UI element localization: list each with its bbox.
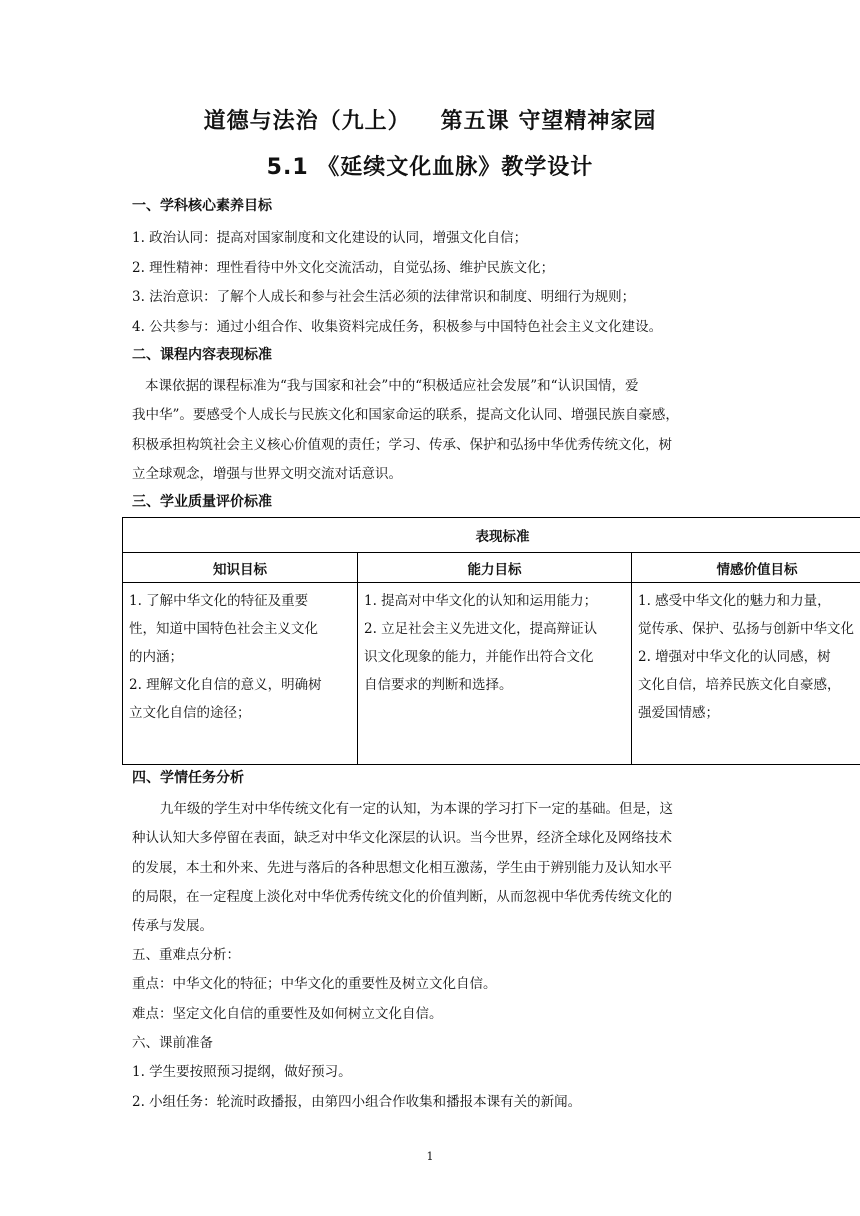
section1-item: 3. 法治意识：了解个人成长和参与社会生活必须的法律常识和制度、明细行为规则； xyxy=(132,289,636,305)
section6-item: 2. 小组任务：轮流时政播报，由第四小组合作收集和播报本课有关的新闻。 xyxy=(132,1094,582,1110)
section4-line: 九年级的学生对中华传统文化有一定的认知，为本课的学习打下一定的基础。但是，这 xyxy=(160,801,673,817)
cell-line: 1. 了解中华文化的特征及重要 xyxy=(129,593,309,609)
table-cell-emotion xyxy=(632,583,860,765)
column-header-knowledge: 知识目标 xyxy=(123,553,358,583)
section1-item: 1. 政治认同：提高对国家制度和文化建设的认同，增强文化自信； xyxy=(132,230,528,246)
cell-line: 2. 理解文化自信的意义，明确树 xyxy=(129,677,322,693)
key-point: 重点：中华文化的特征；中华文化的重要性及树立文化自信。 xyxy=(132,976,497,992)
section2-line: 我中华”。要感受个人成长与民族文化和国家命运的联系，提高文化认同、增强民族自豪感， xyxy=(132,407,679,423)
table-cell-knowledge xyxy=(123,583,358,765)
cell-line: 2. 增强对中华文化的认同感，树 xyxy=(638,649,831,665)
column-header-ability: 能力目标 xyxy=(358,553,632,583)
table-caption: 表现标准 xyxy=(123,518,860,553)
course-title: 道德与法治（九上） xyxy=(203,109,411,134)
section1-heading: 一、学科核心素养目标 xyxy=(132,198,272,214)
section5-heading: 五、重难点分析： xyxy=(132,947,240,963)
section1-item: 2. 理性精神：理性看待中外文化交流活动，自觉弘扬、维护民族文化； xyxy=(132,260,555,276)
section3-heading: 三、学业质量评价标准 xyxy=(132,494,272,510)
section4-line: 的局限，在一定程度上淡化对中华优秀传统文化的价值判断，从而忽视中华优秀传统文化的 xyxy=(132,889,672,905)
lesson-title: 第五课 守望精神家园 xyxy=(440,109,657,134)
section4-line: 种认认知大多停留在表面，缺乏对中华文化深层的认识。当今世界，经济全球化及网络技术 xyxy=(132,830,672,846)
section2-heading: 二、课程内容表现标准 xyxy=(132,347,272,363)
section4-line: 传承与发展。 xyxy=(132,918,213,934)
difficult-point: 难点：坚定文化自信的重要性及如何树立文化自信。 xyxy=(132,1006,443,1022)
section6-item: 1. 学生要按照预习提纲，做好预习。 xyxy=(132,1064,352,1080)
cell-line: 识文化现象的能力，并能作出符合文化 xyxy=(364,649,594,665)
cell-line: 1. 提高对中华文化的认知和运用能力； xyxy=(364,593,598,609)
page-number: 1 xyxy=(426,1150,434,1163)
document-subtitle: 5.1 《延续文化血脉》教学设计 xyxy=(266,155,594,180)
section4-heading: 四、学情任务分析 xyxy=(132,770,244,786)
evaluation-table xyxy=(122,517,860,765)
cell-line: 的内涵； xyxy=(129,649,183,665)
section2-line: 立全球观念，增强与世界文明交流对话意识。 xyxy=(132,466,402,482)
section2-line: 积极承担构筑社会主义核心价值观的责任；学习、传承、保护和弘扬中华优秀传统文化，树 xyxy=(132,437,672,453)
cell-line: 觉传承、保护、弘扬与创新中华文化 xyxy=(638,621,854,637)
section4-line: 的发展，本土和外来、先进与落后的各种思想文化相互激荡，学生由于辨别能力及认知水平 xyxy=(132,860,672,876)
cell-line: 文化自信，培养民族文化自豪感， xyxy=(638,677,841,693)
column-header-emotion: 情感价值目标 xyxy=(632,553,860,583)
table-cell-ability xyxy=(358,583,632,765)
cell-line: 自信要求的判断和选择。 xyxy=(364,677,513,693)
cell-line: 1. 感受中华文化的魅力和力量， xyxy=(638,593,831,609)
document-title xyxy=(0,104,860,135)
section2-line: 本课依据的课程标准为“我与国家和社会”中的“积极适应社会发展”和“认识国情，爱 xyxy=(145,378,639,394)
cell-line: 强爱国情感； xyxy=(638,705,719,721)
section6-heading: 六、课前准备 xyxy=(132,1035,213,1051)
cell-line: 立文化自信的途径； xyxy=(129,705,251,721)
cell-line: 2. 立足社会主义先进文化，提高辩证认 xyxy=(364,621,598,637)
section1-item: 4. 公共参与：通过小组合作、收集资料完成任务，积极参与中国特色社会主义文化建设。 xyxy=(132,319,663,335)
cell-line: 性，知道中国特色社会主义文化 xyxy=(129,621,318,637)
